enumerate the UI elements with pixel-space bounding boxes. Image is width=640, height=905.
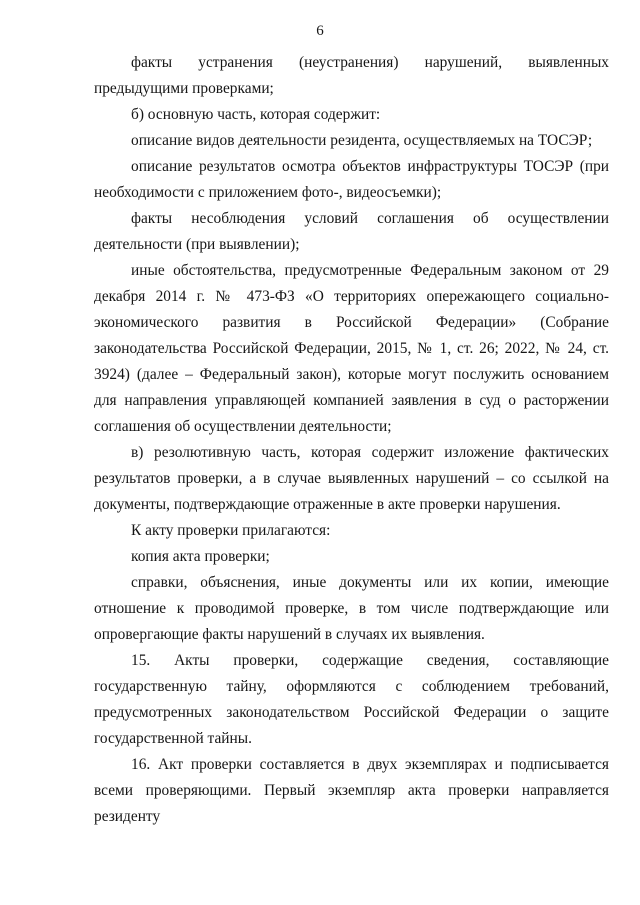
paragraph-violations-remedy: факты устранения (неустранения) нарушений, выявленных предыдущими проверками; — [94, 54, 609, 97]
paragraph-attachments-heading: К акту проверки прилагаются: — [131, 522, 331, 539]
page-number: 6 — [316, 23, 324, 39]
paragraph-main-part: б) основную часть, которая содержит: — [131, 106, 381, 123]
paragraph-noncompliance: факты несоблюдения условий соглашения об осуществлении деятельности (при выявлении); — [94, 210, 609, 253]
paragraph-other-circumstances: иные обстоятельства, предусмотренные Федеральным законом от 29 декабря 2014 г. № 473-ФЗ «О территориях опережающего социально-экономического развития в Российской Федерации» (Собрание законодательства Российской Федерации, 2015, № 1, ст. 26; 2022, № 24, ст. 3924) (далее – Федеральный закон), которые могут послужить основанием для направления управляющей компанией заявления в суд о расторжении соглашения об осуществлении деятельности; — [94, 262, 609, 435]
paragraph-inspection-results: описание результатов осмотра объектов инфраструктуры ТОСЭР (при необходимости с приложением фото-, видеосъемки); — [94, 158, 609, 201]
paragraph-supporting-documents: справки, объяснения, иные документы или их копии, имеющие отношение к проводимой проверке, в том числе подтверждающие или опровергающие факты нарушений в случаях их выявления. — [94, 574, 609, 643]
paragraph-item-16: 16. Акт проверки составляется в двух экземплярах и подписывается всеми проверяющими. Первый экземпляр акта проверки направляется резиденту — [94, 756, 609, 825]
paragraph-resolution-part: в) резолютивную часть, которая содержит изложение фактических результатов проверки, а в случае выявленных нарушений – со ссылкой на документы, подтверждающие отраженные в акте проверки нарушения. — [94, 444, 609, 513]
paragraph-act-copy: копия акта проверки; — [131, 548, 270, 565]
paragraph-activity-types: описание видов деятельности резидента, осуществляемых на ТОСЭР; — [131, 132, 593, 149]
document-body — [94, 50, 609, 830]
paragraph-item-15: 15. Акты проверки, содержащие сведения, составляющие государственную тайну, оформляются с соблюдением требований, предусмотренных законодательством Российской Федерации о защите государственной тайны. — [94, 652, 609, 747]
